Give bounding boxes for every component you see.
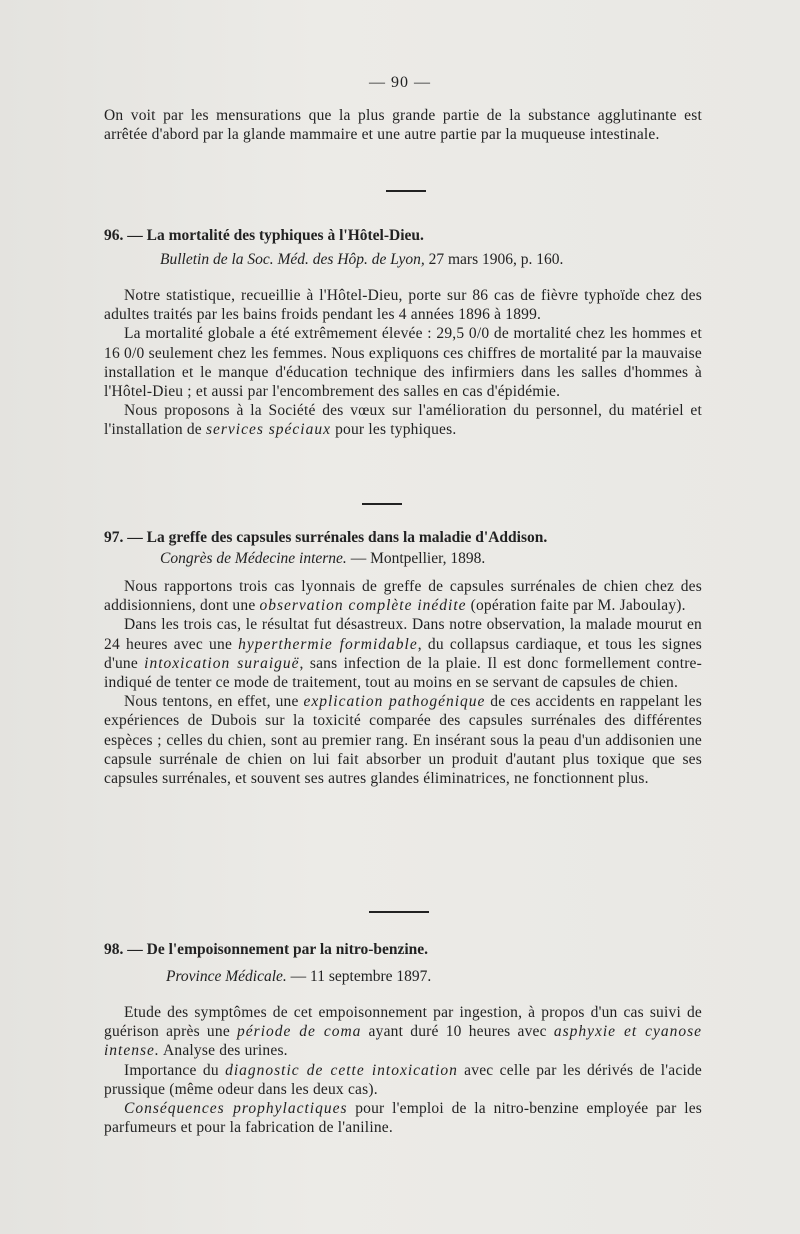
section-98-paragraph-3: [104, 1099, 702, 1137]
text-run: Analyse des urines.: [159, 1042, 288, 1060]
section-97-paragraph-3: [104, 692, 702, 788]
section-96-body: [104, 286, 702, 440]
text-run: Nous rapportons trois cas lyonnais de greffe de capsules surrénales de chien chez des addisionniens, dont une: [104, 578, 702, 615]
intro-paragraph: [104, 106, 702, 144]
section-98-paragraph-2: [104, 1061, 702, 1099]
section-98-source-date: — 11 septembre 1897.: [286, 968, 432, 985]
text-run: ayant duré 10 heures avec: [361, 1023, 554, 1041]
section-97-source: [160, 549, 720, 568]
text-run: pour les typhiques.: [331, 421, 457, 439]
section-98-heading: 98. — De l'empoisonnement par la nitro-benzine.: [104, 941, 429, 958]
emphasis-text: asphyxie et cyanose intense.: [104, 1023, 702, 1060]
section-97-heading: 97. — La greffe des capsules surrénales dans la maladie d'Addison.: [104, 529, 548, 546]
section-96-source: [160, 250, 720, 269]
emphasis-text: diagnostic de cette intoxication: [225, 1061, 458, 1079]
intro-text: On voit par les mensurations que la plus grande partie de la substance agglutinante est arrêtée d'abord par la glande mammaire et une autre partie par la muqueuse intestinale.: [104, 107, 702, 144]
section-97-body: [104, 577, 702, 788]
section-98-source-journal: Province Médicale.: [166, 968, 287, 985]
separator-rule: [369, 911, 429, 913]
separator-rule: [362, 503, 402, 505]
section-98-source: [166, 967, 726, 986]
section-96-paragraph-2: La mortalité globale a été extrêmement élevée : 29,5 0/0 de mortalité chez les hommes et 16 0/0 seulement chez les femmes. Nous expliquons ces chiffres de mortalité par la mauvaise installation et le manque d'éducation technique des infirmiers dans les salles d'hommes à l'Hôtel-Dieu ; et aussi par l'encombrement des salles en cas d'épidémie.: [104, 325, 702, 401]
text-run: Dans les trois cas, le résultat fut désastreux. Dans notre observation, la malade mourut en 24 heures avec une: [104, 616, 702, 653]
section-97-source-congress: Congrès de Médecine interne.: [160, 550, 347, 567]
text-run: Nous proposons à la Société des vœux sur l'amélioration du personnel, du matériel et l'installation de: [104, 402, 702, 439]
text-run: de ces accidents en rappelant les expériences de Dubois sur la toxicité comparée des capsules surrénales des différentes espèces ; celles du chien, sont au premier rang. En insérant sous la peau d'un addisonien une capsule surrénale de chien on lui fait absorber un produit d'autant plus toxique que ses capsules surrénales, et souvent ses autres glandes éliminatrices, ne fonctionnent plus.: [104, 693, 702, 788]
section-96-source-date: 27 mars 1906, p. 160.: [424, 251, 564, 268]
section-96-source-journal: Bulletin de la Soc. Méd. des Hôp. de Lyon,: [160, 251, 425, 268]
section-97-paragraph-1: [104, 577, 702, 615]
text-run: pour l'emploi de la nitro-benzine employée par les parfumeurs et pour la fabrication de l'aniline.: [104, 1100, 703, 1137]
emphasis-text: intoxication suraiguë: [144, 654, 300, 672]
section-97-paragraph-2: [104, 615, 702, 692]
text-run: Nous tentons, en effet, une: [124, 693, 304, 711]
text-run: (opération faite par M. Jaboulay).: [466, 597, 686, 615]
separator-rule: [386, 190, 426, 192]
page-number: — 90 —: [369, 74, 431, 91]
section-96-paragraph-3: [104, 401, 702, 439]
emphasis-text: services spéciaux: [205, 421, 331, 439]
section-96-heading: 96. — La mortalité des typhiques à l'Hôtel-Dieu.: [104, 227, 424, 244]
text-run: avec celle par les dérivés de l'acide prussique (même odeur dans les deux cas).: [104, 1061, 702, 1098]
text-run: Importance du: [124, 1061, 226, 1079]
text-run: , sans infection de la plaie. Il est donc formellement contre-indiqué de tenter ce mode de traitement, tout au moins en se servant de capsules de chien.: [104, 654, 703, 692]
section-96-paragraph-1: Notre statistique, recueillie à l'Hôtel-Dieu, porte sur 86 cas de fièvre typhoïde chez des adultes traités par les bains froids pendant les 4 années 1896 à 1899.: [104, 287, 702, 324]
section-98-body: [104, 1003, 702, 1137]
text-run: , du collapsus cardiaque, et tous les signes d'une: [104, 635, 703, 672]
emphasis-text: période de coma: [237, 1023, 362, 1041]
emphasis-text: hyperthermie formidable: [238, 635, 418, 653]
emphasis-text: explication pathogénique: [303, 693, 486, 711]
text-run: Etude des symptômes de cet empoisonnement par ingestion, à propos d'un cas suivi de guérison après une: [104, 1004, 702, 1041]
section-97-source-place: — Montpellier, 1898.: [346, 550, 486, 567]
emphasis-text: observation complète inédite: [259, 597, 467, 615]
section-98-paragraph-1: [104, 1003, 702, 1061]
emphasis-text: Conséquences prophylactiques: [124, 1100, 348, 1118]
